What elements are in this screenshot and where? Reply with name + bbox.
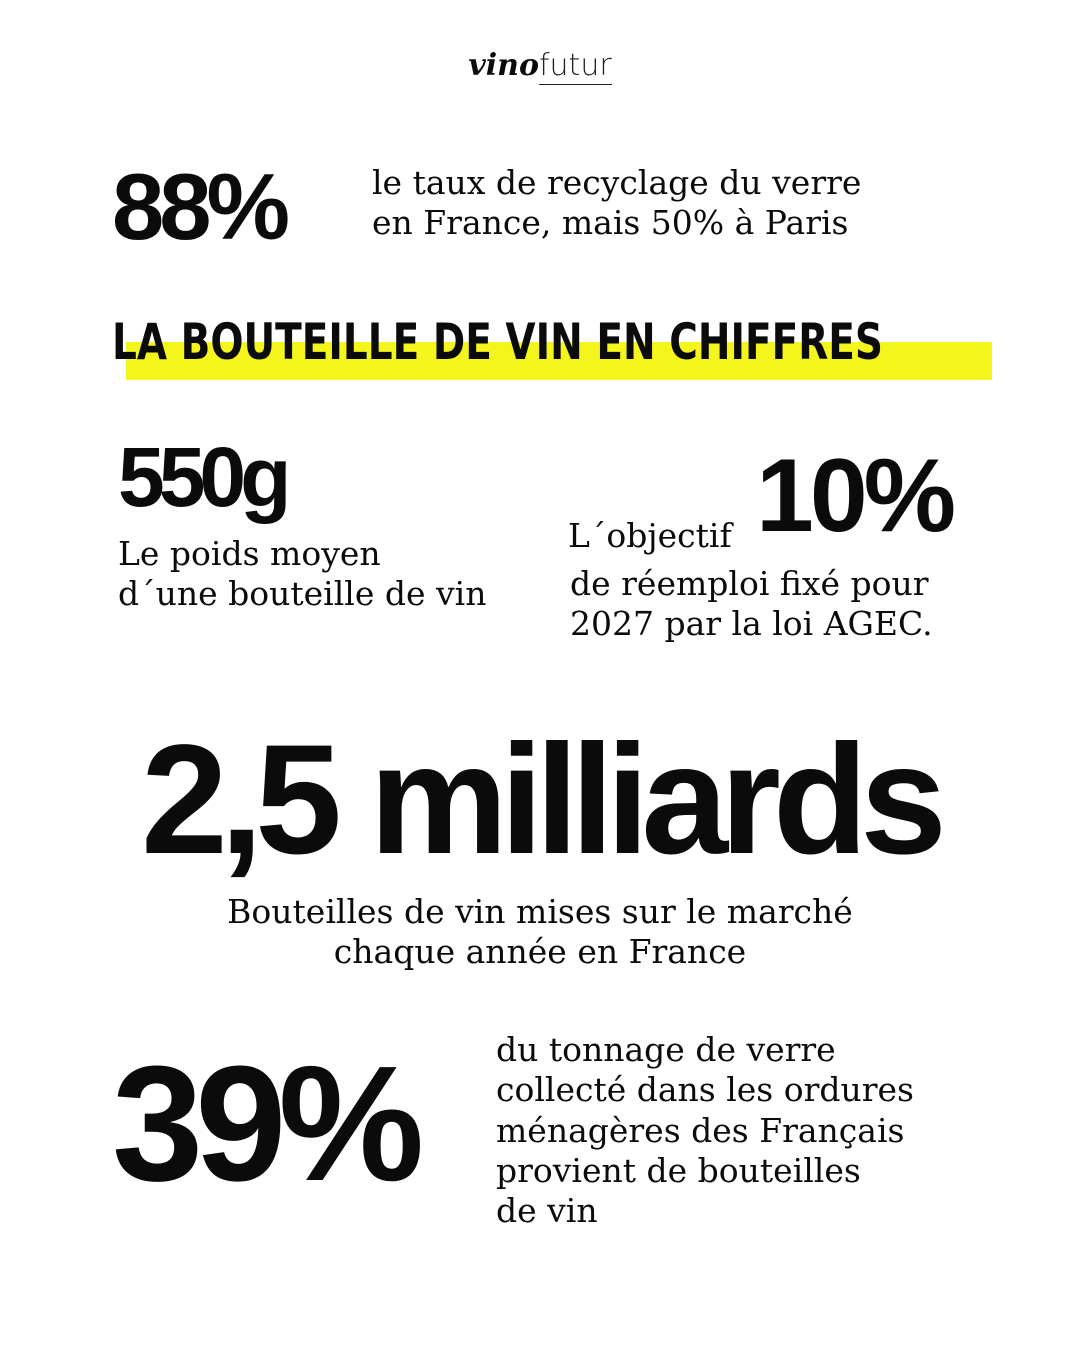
stat-text-line: 2027 par la loi AGEC. [570,604,933,644]
stat-text-line: collecté dans les ordures [496,1070,914,1110]
stat-text-weight [118,534,486,615]
stat-text-bottles [0,892,1080,973]
stat-text-tonnage [496,1030,914,1231]
stat-text-line: le taux de recyclage du verre [372,163,862,202]
stat-value-tonnage: 39% [112,1032,417,1215]
stat-text-line: Bouteilles de vin mises sur le marché [227,892,853,931]
stat-text-line: ménagères des Français [496,1110,905,1150]
brand-logo [0,48,1080,83]
stat-text-line: provient de bouteilles [496,1150,861,1190]
stat-text-line: de vin [496,1191,598,1230]
stat-text-line: chaque année en France [333,932,747,972]
stat-text-recycling [372,163,861,244]
stat-text-line: en France, mais 50% à Paris [372,203,849,243]
logo-futur: futur [538,48,612,83]
stat-text-reuse [570,564,933,645]
stat-intro-reuse: L´objectif [568,516,732,555]
headline-block [112,312,992,386]
stat-text-line: du tonnage de verre [496,1030,836,1069]
stat-value-weight: 550g [118,430,286,524]
headline: LA BOUTEILLE DE VIN EN CHIFFRES [112,313,884,371]
stat-text-line: de réemploi fixé pour [570,564,929,603]
stat-text-line: d´une bouteille de vin [118,574,487,614]
stat-value-reuse: 10% [756,438,953,554]
logo-vino: vino [468,48,539,83]
stat-value-bottles: 2,5 milliards [141,713,939,887]
stat-value-recycling: 88% [112,154,286,259]
stat-text-line: Le poids moyen [118,534,381,573]
